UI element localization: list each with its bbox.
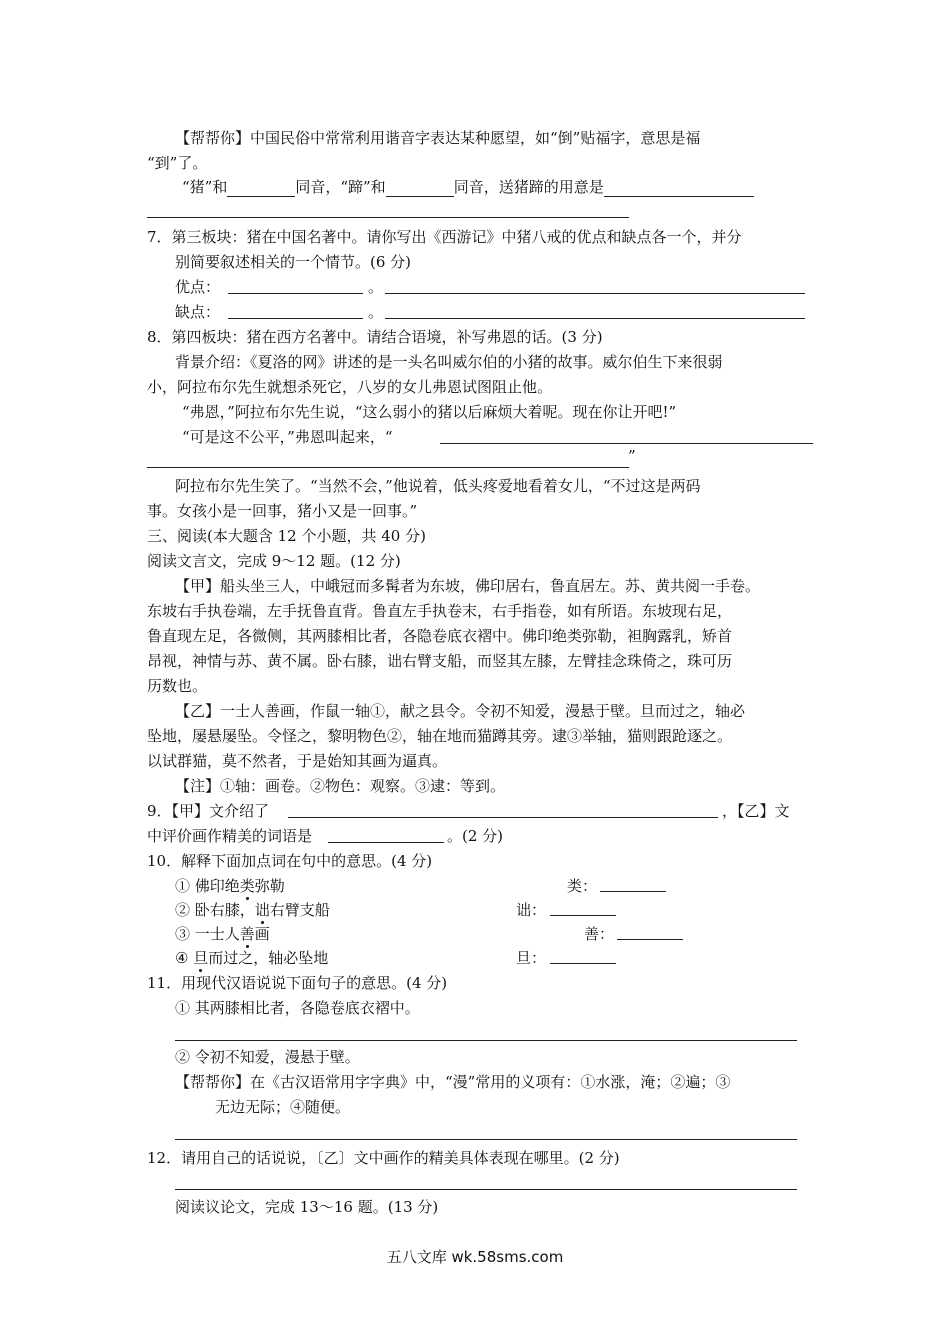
passage-jia-line: 东坡右手执卷端，左手抚鲁直背。鲁直左手执卷末，右手指卷，如有所语。东坡现右足， [147, 602, 733, 620]
q8-dialogue-1: “弗恩，”阿拉布尔先生说，“这么弱小的猪以后麻烦大着呢。现在你让开吧!” [182, 403, 677, 421]
q8-dialogue-2: “可是这不公平，”弗恩叫起来，“ [182, 428, 393, 446]
q7-sep: 。 [368, 278, 384, 296]
question-6-fill: “猪”和 同音，“蹄”和 同音，送猪蹄的用意是 [182, 177, 754, 197]
question-7: 7．第三板块：猪在中国名著中。请你写出《西游记》中猪八戒的优点和缺点各一个，并分 [147, 228, 742, 246]
answer-blank[interactable] [386, 180, 454, 197]
answer-line[interactable] [550, 915, 616, 916]
answer-line[interactable] [228, 293, 363, 294]
answer-line[interactable] [600, 891, 666, 892]
answer-line[interactable] [147, 467, 629, 468]
question-9-mid: ，【乙】文 [722, 802, 790, 820]
q10-item: ② 卧右膝，诎右臂支船 [175, 901, 330, 919]
q10-word-label: 善： [584, 925, 615, 943]
answer-line[interactable] [228, 318, 363, 319]
passage-jia-line: 鲁直现左足，各微侧，其两膝相比者，各隐卷底衣褶中。佛印绝类弥勒，袒胸露乳，矫首 [147, 627, 733, 645]
q10-item: ④ 旦而过之，轴必坠地 [175, 949, 329, 967]
answer-line[interactable] [328, 842, 444, 843]
passage-jia-line: 昂视，神情与苏、黄不属。卧右膝，诎右臂支船，而竖其左膝，左臂挂念珠倚之，珠可历 [147, 652, 733, 670]
q11-sentence-1: ① 其两膝相比者，各隐卷底衣褶中。 [175, 999, 420, 1017]
reading-intro-argument: 阅读议论文，完成 13～16 题。(13 分) [175, 1198, 439, 1216]
annotation-note: 【注】①轴：画卷。②物色：观察。③逮：等到。 [175, 777, 506, 795]
q7-con-label: 缺点： [175, 303, 221, 321]
answer-line[interactable] [550, 963, 616, 964]
answer-line[interactable] [175, 1040, 797, 1041]
q8-dialogue-3-cont: 事。女孩小是一回事，猪小又是一回事。” [147, 502, 418, 520]
q11-help-note-cont: 无边无际；④随便。 [215, 1098, 351, 1116]
answer-blank[interactable] [604, 180, 754, 197]
answer-line[interactable] [385, 293, 805, 294]
passage-yi-line: 以试群猫，莫不然者，于是始知其画为逼真。 [147, 752, 448, 770]
q11-help-note: 【帮帮你】在《古汉语常用字字典》中，“漫”常用的义项有：①水涨，淹；②遍；③ [175, 1073, 731, 1091]
passage-yi-line: 【乙】一士人善画，作鼠一轴①，献之县令。令初不知爱，漫悬于壁。旦而过之，轴必 [175, 702, 746, 720]
question-8: 8．第四板块：猪在西方名著中。请结合语境，补写弗恩的话。(3 分) [147, 328, 603, 346]
answer-line[interactable] [175, 1139, 797, 1140]
q10-word-label: 诎： [516, 901, 547, 919]
q8-background-cont: 小，阿拉布尔先生就想杀死它，八岁的女儿弗恩试图阻止他。 [147, 378, 553, 396]
answer-line[interactable] [147, 217, 629, 218]
help-note-pig: 【帮帮你】中国民俗中常常利用谐音字表达某种愿望，如“倒”贴福字，意思是福 [175, 129, 701, 147]
q8-background: 背景介绍：《夏洛的网》讲述的是一头名叫威尔伯的小猪的故事。威尔伯生下来很弱 [175, 353, 723, 371]
section-title: 三、阅读(本大题含 12 个小题，共 40 分) [147, 527, 426, 545]
q11-sentence-2: ② 令初不知爱，漫悬于壁。 [175, 1048, 360, 1066]
answer-line[interactable] [617, 939, 683, 940]
q7-pro-label: 优点： [175, 278, 221, 296]
footer-watermark: 五八文库 wk.58sms.com [386, 1248, 564, 1266]
question-9: 9．【甲】文介绍了 [147, 802, 270, 820]
reading-intro: 阅读文言文，完成 9～12 题。(12 分) [147, 552, 401, 570]
q10-item: ③ 一士人善画 [175, 925, 270, 943]
q10-word-label: 旦： [516, 949, 547, 967]
question-12: 12．请用自己的话说说，〔乙〕文中画作的精美具体表现在哪里。(2 分) [147, 1149, 620, 1167]
answer-line[interactable] [175, 1189, 797, 1190]
question-7-cont: 别简要叙述相关的一个情节。(6 分) [175, 253, 412, 271]
answer-line[interactable] [385, 318, 805, 319]
q10-item: ① 佛印绝类弥勒 [175, 877, 285, 895]
passage-jia-line: 【甲】船头坐三人，中峨冠而多髯者为东坡，佛印居右，鲁直居左。苏、黄共阅一手卷。 [175, 577, 761, 595]
question-9-cont: 中评价画作精美的词语是 [147, 827, 313, 845]
answer-line[interactable] [288, 817, 718, 818]
q8-close-quote: ” [628, 447, 636, 465]
answer-line[interactable] [440, 443, 813, 444]
q10-word-label: 类： [567, 877, 598, 895]
q7-sep: 。 [368, 303, 384, 321]
question-10: 10．解释下面加点词在句中的意思。(4 分) [147, 852, 433, 870]
answer-blank[interactable] [227, 180, 295, 197]
question-9-end: 。(2 分) [447, 827, 504, 845]
help-note-pig-cont: “到”了。 [147, 154, 208, 172]
passage-jia-line: 历数也。 [147, 677, 208, 695]
passage-yi-line: 坠地，屡悬屡坠。令怪之，黎明物色②，轴在地而猫蹲其旁。逮③举轴，猫则跟跄逐之。 [147, 727, 733, 745]
q8-dialogue-3: 阿拉布尔先生笑了。“当然不会，”他说着，低头疼爱地看着女儿，“不过这是两码 [175, 477, 701, 495]
question-11: 11．用现代汉语说说下面句子的意思。(4 分) [147, 974, 448, 992]
